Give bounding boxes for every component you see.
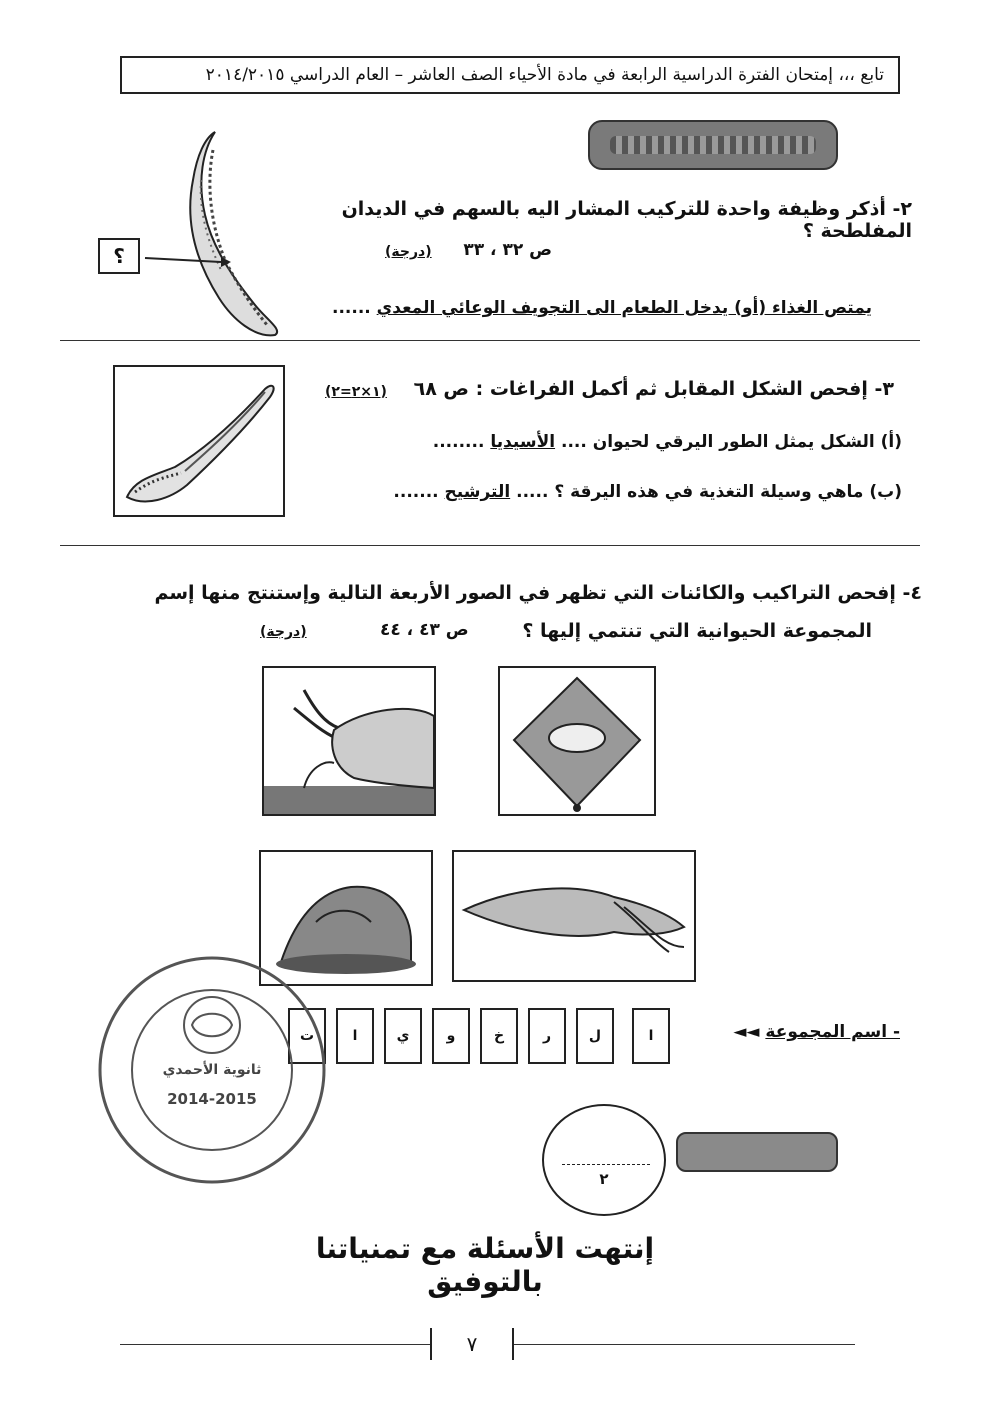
- letter-3: ر: [542, 1028, 552, 1044]
- group-label-line: [733, 1022, 900, 1042]
- q3-a-line: [382, 432, 902, 452]
- closing-message: إنتهت الأسئلة مع تمنياتنا بالتوفيق: [315, 1232, 655, 1298]
- squid-drawing: [454, 852, 694, 980]
- divider-1: [60, 340, 920, 341]
- score-label-box: [676, 1132, 838, 1172]
- letter-7: ا: [352, 1028, 358, 1044]
- squid-image: [452, 850, 696, 982]
- q3-a-question: (أ) الشكل يمثل الطور اليرقي لحيوان ....: [560, 432, 902, 452]
- q2-ref: ص ٣٢ ، ٣٣: [463, 240, 552, 260]
- letter-2: ل: [588, 1028, 602, 1044]
- q3-a-dots: ........: [432, 432, 485, 452]
- letter-box-4[interactable]: [480, 1008, 518, 1064]
- score-divider: [562, 1164, 650, 1165]
- group-label: - اسم المجموعة: [765, 1022, 900, 1042]
- page-number-box: [430, 1328, 514, 1360]
- letter-1: ا: [648, 1028, 654, 1044]
- q3-a-answer: الأسيديا: [490, 432, 556, 452]
- stamp-year: 2014-2015: [167, 1090, 257, 1108]
- q4-line1: ٤- إفحص التراكيب والكائنات التي تظهر في الصور الأربعة التالية وإستنتج منها إسم: [154, 582, 922, 604]
- slug-image: [262, 666, 436, 816]
- page-number: ٧: [466, 1332, 478, 1356]
- letter-box-6[interactable]: [384, 1008, 422, 1064]
- section-label-box: [588, 120, 838, 170]
- flatworm-figure: [95, 120, 305, 340]
- ascidian-larva-drawing: [115, 367, 283, 515]
- group-arrow: ◄◄: [733, 1022, 760, 1042]
- letter-5: و: [446, 1028, 456, 1044]
- letter-box-2[interactable]: [576, 1008, 614, 1064]
- letter-4: خ: [493, 1028, 505, 1044]
- score-total: ٢: [599, 1170, 609, 1188]
- letter-8: ت: [299, 1028, 315, 1044]
- q4-ref: ص ٤٣ ، ٤٤: [380, 620, 469, 640]
- q2-mark: (درجة): [385, 244, 432, 260]
- stamp-city-label: ثانوية: [223, 1062, 262, 1078]
- letter-6: ي: [396, 1028, 410, 1044]
- q2-answer: يمتص الغذاء (أو) يدخل الطعام الى التجويف الوعائي المعدي: [376, 298, 872, 318]
- letter-box-7[interactable]: [336, 1008, 374, 1064]
- letter-box-1[interactable]: [632, 1008, 670, 1064]
- larva-figure: [113, 365, 285, 517]
- q3-question: [334, 378, 894, 400]
- score-circle: [542, 1104, 666, 1216]
- arrow-label-box: [98, 238, 140, 274]
- divider-2: [60, 545, 920, 546]
- q2-answer-line: [312, 298, 872, 318]
- q3-mark: (١×٢=٢): [325, 384, 387, 400]
- letter-box-3[interactable]: [528, 1008, 566, 1064]
- q4-line2: المجموعة الحيوانية التي تنتمي إليها ؟: [522, 620, 872, 642]
- slug-drawing: [264, 668, 434, 814]
- q3-b-answer: الترشيح: [444, 482, 511, 502]
- q3-b-line: [382, 482, 902, 502]
- q2-question: ٢- أذكر وظيفة واحدة للتركيب المشار اليه بالسهم في الديدان المفلطحة ؟: [341, 198, 912, 242]
- stamp-region: [150, 1062, 274, 1078]
- school-stamp: [92, 950, 332, 1190]
- ctenophore-image: [498, 666, 656, 816]
- letter-box-5[interactable]: [432, 1008, 470, 1064]
- q4-mark: (درجة): [260, 624, 307, 640]
- q3-b-dots: .......: [393, 482, 439, 502]
- q3-question-text: ٣- إفحص الشكل المقابل ثم أكمل الفراغات : ص ٦٨: [413, 378, 894, 400]
- q2-answer-dots: ......: [332, 298, 371, 318]
- arrow-label: ؟: [113, 244, 125, 268]
- q3-b-question: (ب) ماهي وسيلة التغذية في هذه اليرقة ؟ .....: [516, 482, 902, 502]
- exam-header: [120, 56, 900, 94]
- header-text: تابع ،،، إمتحان الفترة الدراسية الرابعة في مادة الأحياء الصف العاشر – العام الدراسي ٢٠١٤/٢٠١٥: [205, 65, 884, 85]
- stamp-region-name: الأحمدي: [162, 1062, 219, 1078]
- diamond-larva-drawing: [500, 668, 654, 814]
